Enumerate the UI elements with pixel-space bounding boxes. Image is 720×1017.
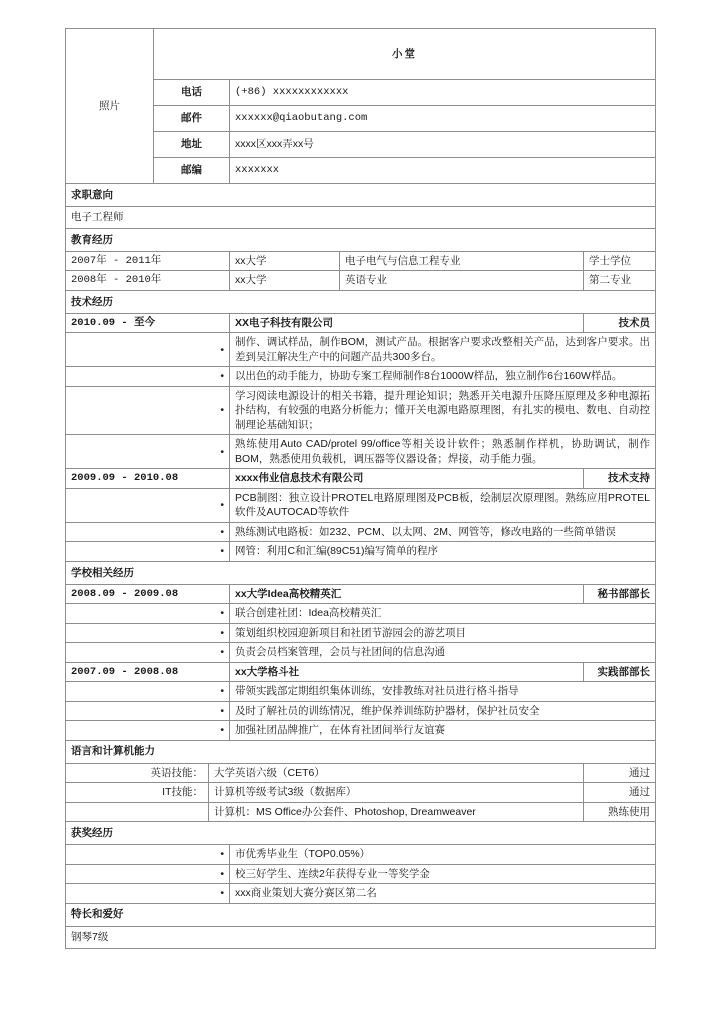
education-row [66, 252, 656, 271]
bullet-icon: • [66, 682, 230, 701]
section-header-technical: 技术经历 [66, 290, 656, 313]
section-header-objective: 求职意向 [66, 184, 656, 207]
school-bullet-row [66, 721, 656, 740]
bullet-text: 熟练使用Auto CAD/protel 99/office等相关设计软件；熟悉制作样机，协助调试，制作BOM，熟悉使用负载机，调压器等仪器设备；焊接，动手能力强。 [230, 435, 656, 469]
award-row [66, 884, 656, 903]
award-row [66, 864, 656, 883]
job-organization: xxxx伟业信息技术有限公司 [230, 469, 584, 488]
job-date: 2010.09 - 至今 [66, 313, 230, 332]
award-text: 校三好学生、连续2年获得专业一等奖学金 [230, 864, 656, 883]
contact-row [66, 132, 656, 158]
job-date: 2008.09 - 2009.08 [66, 584, 230, 603]
job-date: 2007.09 - 2008.08 [66, 662, 230, 681]
bullet-icon: • [66, 386, 230, 434]
education-date: 2007年 - 2011年 [66, 252, 230, 271]
section-header-school: 学校相关经历 [66, 561, 656, 584]
bullet-icon: • [66, 367, 230, 386]
bullet-icon: • [66, 333, 230, 367]
contact-value-0: (+86) xxxxxxxxxxxx [230, 80, 656, 106]
section-header-row [66, 229, 656, 252]
contact-label-1: 邮件 [154, 106, 230, 132]
section-header-row [66, 290, 656, 313]
education-row [66, 271, 656, 290]
bullet-text: PCB制图：独立设计PROTEL电路原理图及PCB板，绘制层次原理图。熟练应用PROTEL软件及AUTOCAD等软件 [230, 488, 656, 522]
bullet-icon: • [66, 864, 230, 883]
skill-label [66, 802, 209, 821]
objective-row [66, 207, 656, 229]
skill-status: 熟练使用 [584, 802, 656, 821]
skill-row [66, 783, 656, 802]
job-role: 技术员 [584, 313, 656, 332]
education-date: 2008年 - 2010年 [66, 271, 230, 290]
bullet-icon: • [66, 845, 230, 864]
hobbies-row [66, 926, 656, 948]
bullet-text: 学习阅读电源设计的相关书籍，提升理论知识；熟悉开关电源升压降压原理及多种电源拓扑结构，有较强的电路分析能力；懂开关电源电路原理图，有扎实的模电、数电、自动控制理论基础知识； [230, 386, 656, 434]
bullet-text: 负责会员档案管理，会员与社团间的信息沟通 [230, 643, 656, 662]
bullet-icon: • [66, 884, 230, 903]
photo-placeholder: 照片 [66, 29, 154, 184]
technical-bullet-row [66, 333, 656, 367]
section-header-row [66, 561, 656, 584]
school-bullet-row [66, 701, 656, 720]
technical-job-header [66, 469, 656, 488]
objective-value: 电子工程师 [66, 207, 656, 229]
contact-row [66, 80, 656, 106]
education-major: 电子电气与信息工程专业 [340, 252, 584, 271]
skill-row [66, 802, 656, 821]
skill-label: IT技能： [66, 783, 209, 802]
job-role: 技术支持 [584, 469, 656, 488]
school-bullet-row [66, 623, 656, 642]
contact-label-0: 电话 [154, 80, 230, 106]
bullet-icon: • [66, 435, 230, 469]
bullet-icon: • [66, 643, 230, 662]
resume-table [65, 28, 656, 949]
contact-value-1: xxxxxx@qiaobutang.com [230, 106, 656, 132]
skill-status: 通过 [584, 763, 656, 782]
bullet-icon: • [66, 522, 230, 541]
bullet-icon: • [66, 542, 230, 561]
bullet-icon: • [66, 701, 230, 720]
technical-bullet-row [66, 386, 656, 434]
section-header-row [66, 822, 656, 845]
header-row [66, 29, 656, 80]
skill-value: 计算机等级考试3级（数据库） [209, 783, 584, 802]
award-row [66, 845, 656, 864]
candidate-name: 小堂 [154, 29, 656, 80]
job-role: 秘书部部长 [584, 584, 656, 603]
award-text: xxx商业策划大赛分赛区第二名 [230, 884, 656, 903]
school-job-header [66, 584, 656, 603]
section-header-education: 教育经历 [66, 229, 656, 252]
bullet-icon: • [66, 604, 230, 623]
bullet-text: 带领实践部定期组织集体训练，安排教练对社员进行格斗指导 [230, 682, 656, 701]
award-text: 市优秀毕业生（TOP0.05%） [230, 845, 656, 864]
education-school: xx大学 [230, 252, 340, 271]
job-date: 2009.09 - 2010.08 [66, 469, 230, 488]
bullet-icon: • [66, 721, 230, 740]
bullet-icon: • [66, 623, 230, 642]
bullet-text: 网管：利用C和汇编(89C51)编写简单的程序 [230, 542, 656, 561]
bullet-text: 及时了解社员的训练情况，维护保养训练防护器材，保护社员安全 [230, 701, 656, 720]
school-bullet-row [66, 643, 656, 662]
bullet-text: 加强社团品牌推广，在体育社团间举行友谊赛 [230, 721, 656, 740]
technical-bullet-row [66, 435, 656, 469]
section-header-awards: 获奖经历 [66, 822, 656, 845]
job-organization: XX电子科技有限公司 [230, 313, 584, 332]
skill-value: 大学英语六级（CET6） [209, 763, 584, 782]
contact-value-3: xxxxxxx [230, 158, 656, 184]
technical-bullet-row [66, 367, 656, 386]
skill-status: 通过 [584, 783, 656, 802]
bullet-text: 联合创建社团：Idea高校精英汇 [230, 604, 656, 623]
education-degree: 第二专业 [584, 271, 656, 290]
section-header-hobbies: 特长和爱好 [66, 903, 656, 926]
job-role: 实践部部长 [584, 662, 656, 681]
education-degree: 学士学位 [584, 252, 656, 271]
section-header-row [66, 740, 656, 763]
education-school: xx大学 [230, 271, 340, 290]
contact-label-2: 地址 [154, 132, 230, 158]
contact-row [66, 158, 656, 184]
technical-bullet-row [66, 488, 656, 522]
job-organization: xx大学格斗社 [230, 662, 584, 681]
technical-bullet-row [66, 542, 656, 561]
section-header-row [66, 184, 656, 207]
section-header-row [66, 903, 656, 926]
bullet-text: 制作、调试样品，制作BOM，测试产品。根据客户要求改整相关产品，达到客户要求。出差到吴江解决生产中的问题产品共300多台。 [230, 333, 656, 367]
school-bullet-row [66, 604, 656, 623]
bullet-icon: • [66, 488, 230, 522]
contact-label-3: 邮编 [154, 158, 230, 184]
education-major: 英语专业 [340, 271, 584, 290]
contact-row [66, 106, 656, 132]
technical-job-header [66, 313, 656, 332]
bullet-text: 熟练测试电路板：如232、PCM、以太网、2M、网管等，修改电路的一些简单错误 [230, 522, 656, 541]
technical-bullet-row [66, 522, 656, 541]
contact-value-2: xxxx区xxx弄xx号 [230, 132, 656, 158]
bullet-text: 以出色的动手能力，协助专案工程师制作8台1000W样品，独立制作6台160W样品。 [230, 367, 656, 386]
skill-value: 计算机：MS Office办公套件、Photoshop, Dreamweaver [209, 802, 584, 821]
hobbies-value: 钢琴7级 [66, 926, 656, 948]
skill-label: 英语技能： [66, 763, 209, 782]
school-job-header [66, 662, 656, 681]
job-organization: xx大学Idea高校精英汇 [230, 584, 584, 603]
section-header-skills: 语言和计算机能力 [66, 740, 656, 763]
bullet-text: 策划组织校园迎新项目和社团节游园会的游艺项目 [230, 623, 656, 642]
school-bullet-row [66, 682, 656, 701]
skill-row [66, 763, 656, 782]
